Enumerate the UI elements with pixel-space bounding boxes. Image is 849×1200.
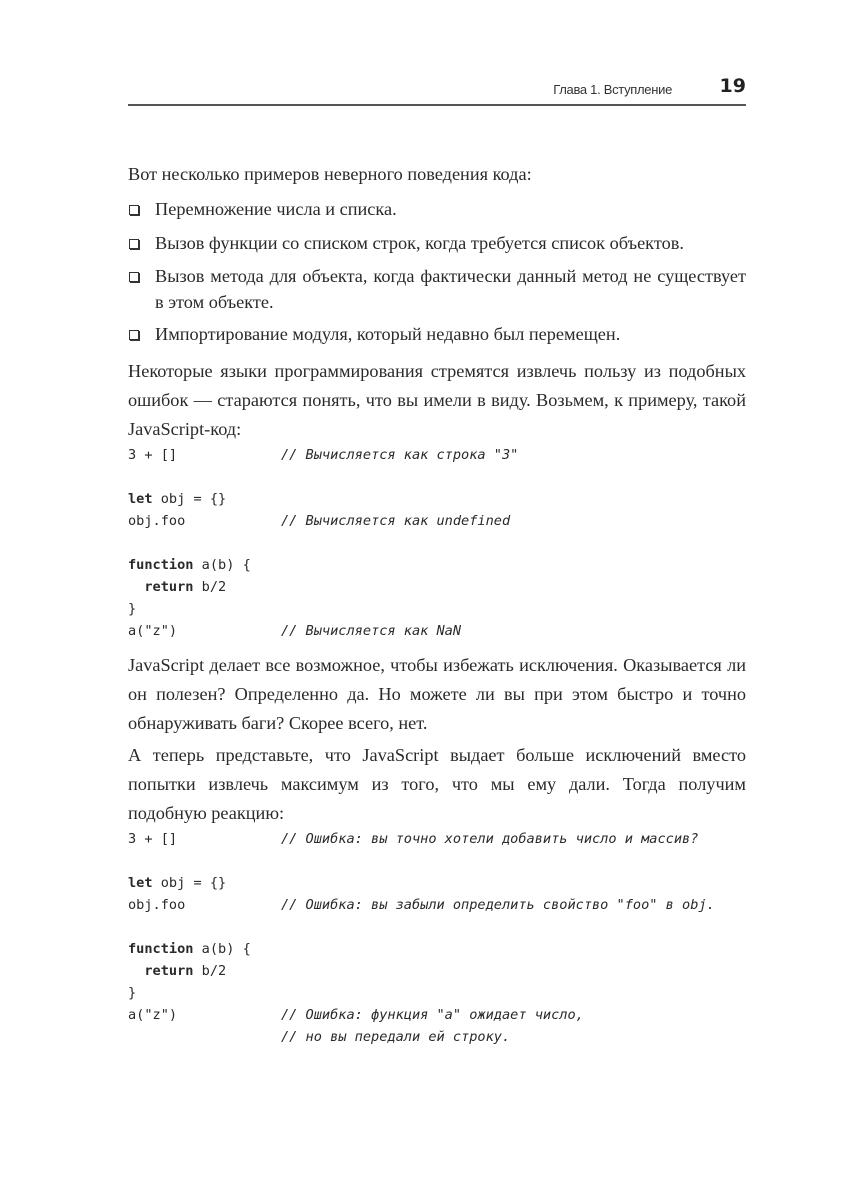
code-line: 3 + [] // Ошибка: вы точно хотели добавить число и массив? (128, 828, 768, 850)
code-keyword: let (128, 491, 153, 507)
code-comment: // Вычисляется как NaN (281, 623, 462, 639)
code-keyword: return (144, 963, 194, 979)
code-block-1 (128, 444, 768, 642)
paragraph-javascript: JavaScript делает все возможное, чтобы избежать исключения. Оказывается ли он полезен? Определенно да. Но можете ли вы при этом быстро и точно обнаруживать баги? Скорее всего, нет. (128, 655, 746, 733)
code-comment: // Ошибка: вы забыли определить свойство "foo" в obj. (281, 897, 715, 913)
running-head: Глава 1. Вступление (553, 82, 672, 97)
code-line: } (128, 601, 137, 617)
code-keyword: return (144, 579, 194, 595)
code-keyword: let (128, 875, 153, 891)
checkbox-bullet-icon (129, 205, 139, 215)
code-comment: // Вычисляется как undefined (281, 513, 511, 529)
code-line-blank (128, 850, 768, 872)
paragraph-imagine: А теперь представьте, что JavaScript выдает больше исключений вместо попытки извлечь максимум из того, что мы ему дали. Тогда получим подобную реакцию: (128, 745, 746, 823)
code-line: a("z") // Ошибка: функция "a" ожидает число, (128, 1004, 768, 1026)
code-line: let obj = {} (128, 875, 227, 891)
checkbox-bullet-icon (129, 272, 139, 282)
checkbox-bullet-icon (129, 239, 139, 249)
paragraph-languages: Некоторые языки программирования стремятся извлечь пользу из подобных ошибок — стараются понять, что вы имели в виду. Возьмем, к примеру, такой JavaScript-код: (128, 361, 746, 439)
list-item (128, 195, 746, 224)
list-item (128, 320, 746, 349)
code-line: function a(b) { (128, 941, 251, 957)
code-line: } (128, 985, 137, 1001)
code-line: return b/2 (144, 579, 227, 595)
list-item-text: Перемножение числа и списка. (155, 199, 397, 219)
code-line: obj.foo // Ошибка: вы забыли определить свойство "foo" в obj. (128, 894, 768, 916)
code-comment: // Вычисляется как строка "3" (281, 447, 519, 463)
code-keyword: function (128, 941, 194, 957)
code-line: let obj = {} (128, 491, 227, 507)
code-line: 3 + [] // Вычисляется как строка "3" (128, 444, 768, 466)
code-comment: // но вы передали ей строку. (281, 1029, 511, 1045)
code-line: a("z") // Вычисляется как NaN (128, 620, 768, 642)
code-line-blank (128, 466, 768, 488)
list-item (128, 263, 746, 315)
code-keyword: function (128, 557, 194, 573)
checkbox-bullet-icon (129, 330, 139, 340)
list-item-text: Импортирование модуля, который недавно был перемещен. (155, 324, 621, 344)
list-item (128, 229, 746, 258)
code-line: obj.foo // Вычисляется как undefined (128, 510, 768, 532)
code-line-blank (128, 916, 768, 938)
code-block-2 (128, 828, 768, 1048)
code-line: return b/2 (144, 963, 227, 979)
list-item-text: Вызов метода для объекта, когда фактически данный метод не существует в этом объекте. (155, 266, 746, 312)
page-header (128, 74, 746, 106)
page-number: 19 (719, 75, 746, 97)
code-line (128, 1026, 768, 1048)
intro-paragraph: Вот несколько примеров неверного поведения кода: (128, 164, 532, 184)
code-line: function a(b) { (128, 557, 251, 573)
code-comment: // Ошибка: функция "a" ожидает число, (281, 1007, 584, 1023)
code-line-blank (128, 532, 768, 554)
list-item-text: Вызов функции со списком строк, когда требуется список объектов. (155, 233, 684, 253)
code-comment: // Ошибка: вы точно хотели добавить число и массив? (281, 831, 699, 847)
